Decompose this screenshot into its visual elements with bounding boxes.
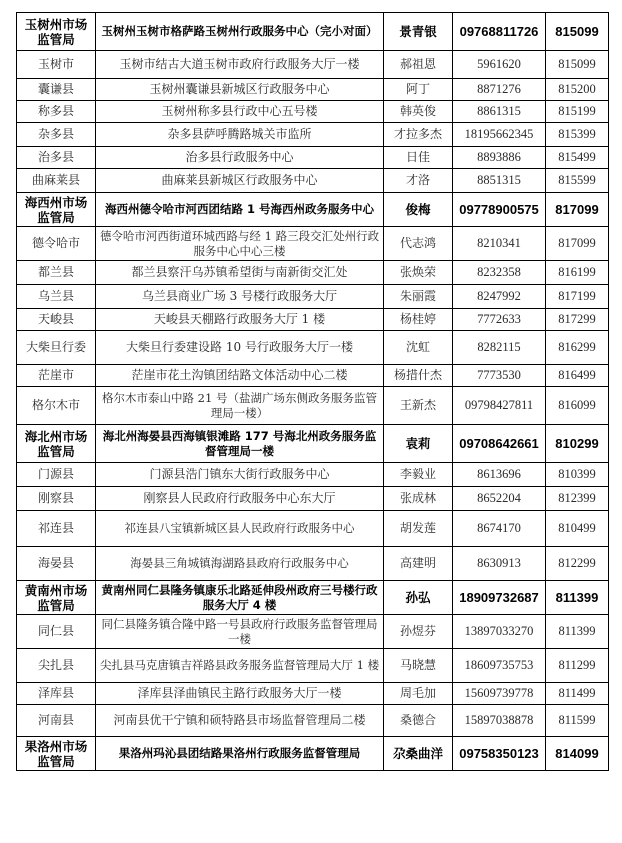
region-cell: 玉树州市场监管局 — [17, 13, 96, 51]
contact-cell: 张焕荣 — [384, 261, 453, 285]
phone-cell: 13897033270 — [453, 615, 546, 649]
region-cell: 都兰县 — [17, 261, 96, 285]
phone-cell: 8247992 — [453, 285, 546, 309]
region-cell: 门源县 — [17, 463, 96, 487]
contact-cell: 尕桑曲洋 — [384, 737, 453, 771]
table-row — [17, 331, 609, 365]
postcode-cell: 810299 — [546, 425, 609, 463]
contact-cell: 周毛加 — [384, 683, 453, 705]
region-cell: 德令哈市 — [17, 227, 96, 261]
address-cell: 玉树州囊谦县新城区行政服务中心 — [96, 79, 384, 101]
contact-cell: 杨桂婷 — [384, 309, 453, 331]
region-cell: 果洛州市场监管局 — [17, 737, 96, 771]
phone-cell: 09758350123 — [453, 737, 546, 771]
region-cell: 杂多县 — [17, 123, 96, 147]
table-row — [17, 463, 609, 487]
table-row — [17, 227, 609, 261]
address-cell: 大柴旦行委建设路 10 号行政服务大厅一楼 — [96, 331, 384, 365]
table-row — [17, 683, 609, 705]
region-cell: 茫崖市 — [17, 365, 96, 387]
postcode-cell: 815599 — [546, 169, 609, 193]
phone-cell: 8652204 — [453, 487, 546, 511]
address-cell: 天峻县天棚路行政服务大厅 1 楼 — [96, 309, 384, 331]
address-cell: 海西州德令哈市河西团结路 1 号海西州政务服务中心 — [96, 193, 384, 227]
table-row — [17, 487, 609, 511]
postcode-cell: 816199 — [546, 261, 609, 285]
phone-cell: 8871276 — [453, 79, 546, 101]
address-cell: 玉树州称多县行政中心五号楼 — [96, 101, 384, 123]
address-cell: 尖扎县马克唐镇吉祥路县政务服务监督管理局大厅 1 楼 — [96, 649, 384, 683]
contact-cell: 袁莉 — [384, 425, 453, 463]
table-row-bureau — [17, 193, 609, 227]
table-row — [17, 615, 609, 649]
table-row — [17, 79, 609, 101]
table-row — [17, 547, 609, 581]
region-cell: 海西州市场监管局 — [17, 193, 96, 227]
table-row-bureau — [17, 425, 609, 463]
region-cell: 海晏县 — [17, 547, 96, 581]
postcode-cell: 810499 — [546, 511, 609, 547]
phone-cell: 09708642661 — [453, 425, 546, 463]
contact-cell: 张成林 — [384, 487, 453, 511]
phone-cell: 8861315 — [453, 101, 546, 123]
phone-cell: 09798427811 — [453, 387, 546, 425]
phone-cell: 18609735753 — [453, 649, 546, 683]
contact-cell: 日佳 — [384, 147, 453, 169]
region-cell: 玉树市 — [17, 51, 96, 79]
region-cell: 大柴旦行委 — [17, 331, 96, 365]
table-row — [17, 147, 609, 169]
postcode-cell: 814099 — [546, 737, 609, 771]
table-row-bureau — [17, 737, 609, 771]
phone-cell: 15897038878 — [453, 705, 546, 737]
address-cell: 治多县行政服务中心 — [96, 147, 384, 169]
postcode-cell: 817099 — [546, 227, 609, 261]
phone-cell: 8893886 — [453, 147, 546, 169]
postcode-cell: 817299 — [546, 309, 609, 331]
address-cell: 曲麻莱县新城区行政服务中心 — [96, 169, 384, 193]
address-cell: 泽库县泽曲镇民主路行政服务大厅一楼 — [96, 683, 384, 705]
phone-cell: 8232358 — [453, 261, 546, 285]
postcode-cell: 811599 — [546, 705, 609, 737]
region-cell: 格尔木市 — [17, 387, 96, 425]
region-cell: 祁连县 — [17, 511, 96, 547]
contact-cell: 俊梅 — [384, 193, 453, 227]
address-cell: 乌兰县商业广场 3 号楼行政服务大厅 — [96, 285, 384, 309]
contact-cell: 孙煜芬 — [384, 615, 453, 649]
table-row — [17, 285, 609, 309]
postcode-cell: 816099 — [546, 387, 609, 425]
postcode-cell: 815399 — [546, 123, 609, 147]
region-cell: 天峻县 — [17, 309, 96, 331]
table-row — [17, 365, 609, 387]
table-row — [17, 51, 609, 79]
contact-cell: 代志鸿 — [384, 227, 453, 261]
address-cell: 玉树州玉树市格萨路玉树州行政服务中心（完小对面） — [96, 13, 384, 51]
table-row — [17, 309, 609, 331]
address-cell: 玉树市结古大道玉树市政府行政服务大厅一楼 — [96, 51, 384, 79]
address-cell: 格尔木市泰山中路 21 号（盐湖广场东侧政务服务监管理局一楼） — [96, 387, 384, 425]
table-row-bureau — [17, 581, 609, 615]
phone-cell: 8282115 — [453, 331, 546, 365]
postcode-cell: 811399 — [546, 581, 609, 615]
contact-cell: 韩英俊 — [384, 101, 453, 123]
table-row — [17, 511, 609, 547]
postcode-cell: 816299 — [546, 331, 609, 365]
contact-cell: 桑德合 — [384, 705, 453, 737]
postcode-cell: 812299 — [546, 547, 609, 581]
address-cell: 黄南州同仁县隆务镇康乐北路延伸段州政府三号楼行政服务大厅 4 楼 — [96, 581, 384, 615]
region-cell: 刚察县 — [17, 487, 96, 511]
region-cell: 尖扎县 — [17, 649, 96, 683]
phone-cell: 8613696 — [453, 463, 546, 487]
region-cell: 曲麻莱县 — [17, 169, 96, 193]
address-cell: 同仁县隆务镇合隆中路一号县政府行政服务监督管理局一楼 — [96, 615, 384, 649]
postcode-cell: 817099 — [546, 193, 609, 227]
contact-cell: 王新杰 — [384, 387, 453, 425]
region-cell: 海北州市场监管局 — [17, 425, 96, 463]
region-cell: 黄南州市场监管局 — [17, 581, 96, 615]
address-cell: 祁连县八宝镇新城区县人民政府行政服务中心 — [96, 511, 384, 547]
postcode-cell: 811399 — [546, 615, 609, 649]
phone-cell: 5961620 — [453, 51, 546, 79]
address-cell: 德令哈市河西街道环城西路与经 1 路三段交汇处州行政服务中心中心三楼 — [96, 227, 384, 261]
contact-cell: 才洛 — [384, 169, 453, 193]
phone-cell: 7772633 — [453, 309, 546, 331]
region-cell: 同仁县 — [17, 615, 96, 649]
phone-cell: 8630913 — [453, 547, 546, 581]
service-center-table — [16, 12, 609, 771]
address-cell: 刚察县人民政府行政服务中心东大厅 — [96, 487, 384, 511]
phone-cell: 7773530 — [453, 365, 546, 387]
postcode-cell: 815199 — [546, 101, 609, 123]
phone-cell: 15609739778 — [453, 683, 546, 705]
contact-cell: 朱丽霞 — [384, 285, 453, 309]
table-row — [17, 101, 609, 123]
table-row — [17, 705, 609, 737]
table-row — [17, 123, 609, 147]
contact-cell: 胡发莲 — [384, 511, 453, 547]
contact-cell: 郝祖恩 — [384, 51, 453, 79]
address-cell: 都兰县察汗乌苏镇希望街与南新街交汇处 — [96, 261, 384, 285]
table-body — [17, 13, 609, 771]
phone-cell: 8674170 — [453, 511, 546, 547]
postcode-cell: 811299 — [546, 649, 609, 683]
region-cell: 囊谦县 — [17, 79, 96, 101]
postcode-cell: 816499 — [546, 365, 609, 387]
phone-cell: 18195662345 — [453, 123, 546, 147]
table-row — [17, 649, 609, 683]
contact-cell: 阿丁 — [384, 79, 453, 101]
postcode-cell: 817199 — [546, 285, 609, 309]
address-cell: 海晏县三角城镇海湖路县政府行政服务中心 — [96, 547, 384, 581]
address-cell: 茫崖市花土沟镇团结路文体活动中心二楼 — [96, 365, 384, 387]
postcode-cell: 815499 — [546, 147, 609, 169]
contact-cell: 高建明 — [384, 547, 453, 581]
contact-cell: 才拉多杰 — [384, 123, 453, 147]
region-cell: 治多县 — [17, 147, 96, 169]
contact-cell: 沈虹 — [384, 331, 453, 365]
contact-cell: 李毅业 — [384, 463, 453, 487]
postcode-cell: 815099 — [546, 13, 609, 51]
contact-cell: 景青银 — [384, 13, 453, 51]
address-cell: 门源县浩门镇东大街行政服务中心 — [96, 463, 384, 487]
address-cell: 河南县优干宁镇和硕特路县市场监督管理局二楼 — [96, 705, 384, 737]
phone-cell: 8851315 — [453, 169, 546, 193]
phone-cell: 18909732687 — [453, 581, 546, 615]
contact-cell: 孙弘 — [384, 581, 453, 615]
address-cell: 海北州海晏县西海镇银滩路 177 号海北州政务服务监督管理局一楼 — [96, 425, 384, 463]
region-cell: 河南县 — [17, 705, 96, 737]
postcode-cell: 811499 — [546, 683, 609, 705]
region-cell: 乌兰县 — [17, 285, 96, 309]
postcode-cell: 815200 — [546, 79, 609, 101]
contact-cell: 杨措什杰 — [384, 365, 453, 387]
postcode-cell: 815099 — [546, 51, 609, 79]
region-cell: 泽库县 — [17, 683, 96, 705]
postcode-cell: 812399 — [546, 487, 609, 511]
table-row — [17, 169, 609, 193]
phone-cell: 8210341 — [453, 227, 546, 261]
phone-cell: 09768811726 — [453, 13, 546, 51]
table-row — [17, 261, 609, 285]
contact-cell: 马晓慧 — [384, 649, 453, 683]
phone-cell: 09778900575 — [453, 193, 546, 227]
postcode-cell: 810399 — [546, 463, 609, 487]
table-row — [17, 387, 609, 425]
address-cell: 果洛州玛沁县团结路果洛州行政服务监督管理局 — [96, 737, 384, 771]
address-cell: 杂多县萨呼腾路城关市监所 — [96, 123, 384, 147]
table-row-bureau — [17, 13, 609, 51]
region-cell: 称多县 — [17, 101, 96, 123]
